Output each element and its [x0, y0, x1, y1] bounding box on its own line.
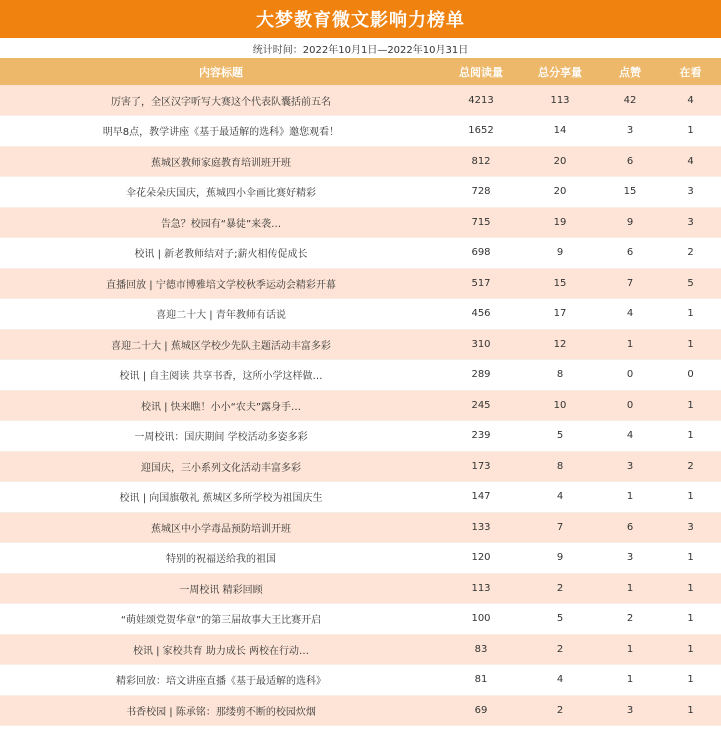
cell-watching: 1 — [660, 695, 721, 726]
cell-title[interactable]: 一周校讯 精彩回顾 — [0, 573, 442, 604]
cell-title[interactable]: 精彩回放：培文讲座直播《基于最适解的选科》 — [0, 665, 442, 696]
table-row — [0, 360, 721, 391]
header-shares: 总分享量 — [538, 65, 582, 79]
cell-watching: 4 — [660, 85, 721, 116]
cell-likes: 15 — [600, 177, 660, 208]
cell-reads: 456 — [442, 299, 520, 330]
cell-likes: 4 — [600, 421, 660, 452]
header-likes: 点赞 — [619, 65, 641, 79]
cell-watching: 1 — [660, 390, 721, 421]
stat-period: 统计时间：2022年10月1日—2022年10月31日 — [252, 44, 469, 56]
cell-shares: 14 — [520, 116, 600, 147]
cell-reads: 120 — [442, 543, 520, 574]
cell-title[interactable]: 书香校园 | 陈承铭：那缕剪不断的校园炊烟 — [0, 695, 442, 726]
cell-reads: 728 — [442, 177, 520, 208]
cell-watching: 1 — [660, 604, 721, 635]
table-row — [0, 482, 721, 513]
cell-likes: 6 — [600, 146, 660, 177]
table-row — [0, 543, 721, 574]
cell-shares: 9 — [520, 543, 600, 574]
cell-watching: 1 — [660, 299, 721, 330]
cell-likes: 6 — [600, 512, 660, 543]
cell-reads: 4213 — [442, 85, 520, 116]
cell-likes: 2 — [600, 604, 660, 635]
table-body — [0, 85, 721, 726]
cell-watching: 0 — [660, 360, 721, 391]
table-row — [0, 329, 721, 360]
cell-title[interactable]: 特别的祝福送给我的祖国 — [0, 543, 442, 574]
cell-watching: 3 — [660, 512, 721, 543]
cell-watching: 1 — [660, 665, 721, 696]
cell-shares: 5 — [520, 421, 600, 452]
cell-title[interactable]: 直播回放 | 宁德市博雅培文学校秋季运动会精彩开幕 — [0, 268, 442, 299]
cell-title[interactable]: 告急？校园有“暴徒”来袭… — [0, 207, 442, 238]
cell-likes: 1 — [600, 665, 660, 696]
table-row — [0, 268, 721, 299]
cell-title[interactable]: 校讯 | 家校共育 助力成长 两校在行动… — [0, 634, 442, 665]
cell-watching: 1 — [660, 421, 721, 452]
table-row — [0, 207, 721, 238]
cell-reads: 310 — [442, 329, 520, 360]
cell-watching: 1 — [660, 634, 721, 665]
cell-likes: 0 — [600, 390, 660, 421]
cell-title[interactable]: “萌娃颂党贺华章”的第三届故事大王比赛开启 — [0, 604, 442, 635]
cell-watching: 2 — [660, 451, 721, 482]
cell-shares: 8 — [520, 451, 600, 482]
cell-title[interactable]: 伞花朵朵庆国庆，蕉城四小伞画比赛好精彩 — [0, 177, 442, 208]
cell-watching: 1 — [660, 543, 721, 574]
cell-shares: 20 — [520, 177, 600, 208]
cell-watching: 5 — [660, 268, 721, 299]
cell-likes: 9 — [600, 207, 660, 238]
cell-title[interactable]: 喜迎二十大 | 蕉城区学校少先队主题活动丰富多彩 — [0, 329, 442, 360]
table-row — [0, 604, 721, 635]
cell-likes: 1 — [600, 634, 660, 665]
cell-title[interactable]: 校讯 | 快来瞧！小小“农夫”露身手… — [0, 390, 442, 421]
cell-shares: 8 — [520, 360, 600, 391]
cell-title[interactable]: 校讯 | 新老教师结对子;薪火相传促成长 — [0, 238, 442, 269]
cell-reads: 1652 — [442, 116, 520, 147]
table-row — [0, 299, 721, 330]
cell-watching: 1 — [660, 573, 721, 604]
cell-shares: 9 — [520, 238, 600, 269]
cell-shares: 113 — [520, 85, 600, 116]
cell-likes: 1 — [600, 329, 660, 360]
cell-title[interactable]: 校讯 | 自主阅读 共享书香，这所小学这样做… — [0, 360, 442, 391]
cell-reads: 147 — [442, 482, 520, 513]
table-row — [0, 573, 721, 604]
cell-reads: 133 — [442, 512, 520, 543]
cell-title[interactable]: 迎国庆，三小系列文化活动丰富多彩 — [0, 451, 442, 482]
cell-watching: 1 — [660, 329, 721, 360]
cell-reads: 113 — [442, 573, 520, 604]
cell-watching: 3 — [660, 177, 721, 208]
cell-title[interactable]: 蕉城区教师家庭教育培训班开班 — [0, 146, 442, 177]
table-row — [0, 85, 721, 116]
cell-likes: 7 — [600, 268, 660, 299]
cell-reads: 245 — [442, 390, 520, 421]
table-row — [0, 238, 721, 269]
cell-likes: 4 — [600, 299, 660, 330]
table-row — [0, 451, 721, 482]
cell-shares: 15 — [520, 268, 600, 299]
cell-reads: 173 — [442, 451, 520, 482]
cell-likes: 3 — [600, 116, 660, 147]
table-header — [0, 58, 721, 85]
cell-reads: 289 — [442, 360, 520, 391]
cell-watching: 3 — [660, 207, 721, 238]
cell-shares: 19 — [520, 207, 600, 238]
cell-title[interactable]: 蕉城区中小学毒品预防培训开班 — [0, 512, 442, 543]
header-row — [0, 58, 721, 85]
cell-reads: 69 — [442, 695, 520, 726]
table-row — [0, 116, 721, 147]
cell-reads: 698 — [442, 238, 520, 269]
cell-likes: 1 — [600, 482, 660, 513]
table-row — [0, 695, 721, 726]
table-row — [0, 512, 721, 543]
table-row — [0, 146, 721, 177]
table-row — [0, 390, 721, 421]
cell-reads: 715 — [442, 207, 520, 238]
page-title: 大梦教育微文影响力榜单 — [0, 0, 721, 38]
cell-shares: 4 — [520, 665, 600, 696]
table-row — [0, 634, 721, 665]
table-row — [0, 177, 721, 208]
cell-title[interactable]: 喜迎二十大 | 青年教师有话说 — [0, 299, 442, 330]
cell-shares: 2 — [520, 695, 600, 726]
cell-title[interactable]: 校讯 | 向国旗敬礼 蕉城区多所学校为祖国庆生 — [0, 482, 442, 513]
cell-watching: 2 — [660, 238, 721, 269]
cell-shares: 4 — [520, 482, 600, 513]
cell-shares: 12 — [520, 329, 600, 360]
cell-watching: 4 — [660, 146, 721, 177]
cell-shares: 2 — [520, 573, 600, 604]
cell-shares: 20 — [520, 146, 600, 177]
header-reads: 总阅读量 — [459, 65, 503, 79]
cell-reads: 83 — [442, 634, 520, 665]
header-title: 内容标题 — [199, 65, 243, 79]
cell-reads: 812 — [442, 146, 520, 177]
cell-watching: 1 — [660, 116, 721, 147]
cell-shares: 17 — [520, 299, 600, 330]
table-row — [0, 665, 721, 696]
cell-reads: 81 — [442, 665, 520, 696]
cell-shares: 7 — [520, 512, 600, 543]
cell-likes: 3 — [600, 695, 660, 726]
cell-title[interactable]: 明早8点，教学讲座《基于最适解的选科》邀您观看！ — [0, 116, 442, 147]
cell-watching: 1 — [660, 482, 721, 513]
cell-reads: 239 — [442, 421, 520, 452]
cell-likes: 1 — [600, 573, 660, 604]
cell-shares: 2 — [520, 634, 600, 665]
cell-likes: 0 — [600, 360, 660, 391]
table-row — [0, 421, 721, 452]
cell-likes: 3 — [600, 543, 660, 574]
cell-title[interactable]: 一周校讯：国庆期间 学校活动多姿多彩 — [0, 421, 442, 452]
cell-shares: 5 — [520, 604, 600, 635]
cell-title[interactable]: 厉害了，全区汉字听写大赛这个代表队囊括前五名 — [0, 85, 442, 116]
cell-shares: 10 — [520, 390, 600, 421]
ranking-table — [0, 58, 721, 726]
cell-likes: 3 — [600, 451, 660, 482]
cell-reads: 100 — [442, 604, 520, 635]
cell-likes: 6 — [600, 238, 660, 269]
header-watching: 在看 — [679, 65, 702, 79]
cell-reads: 517 — [442, 268, 520, 299]
cell-likes: 42 — [600, 85, 660, 116]
